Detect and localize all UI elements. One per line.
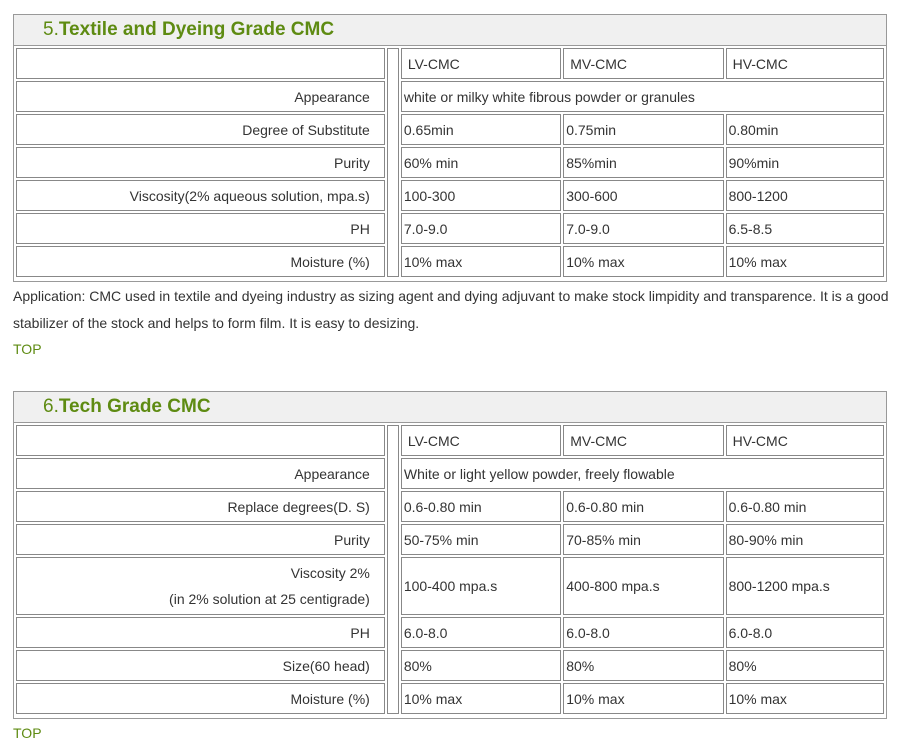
spacer-cell (387, 425, 399, 714)
cell-value: 85%min (563, 147, 723, 178)
cell-value: 0.65min (401, 114, 561, 145)
spec-table (14, 46, 886, 279)
header-empty-cell (16, 425, 385, 456)
row-label: Size(60 head) (16, 650, 385, 681)
cell-value: 80% (401, 650, 561, 681)
cell-value: 7.0-9.0 (401, 213, 561, 244)
cell-value: 100-300 (401, 180, 561, 211)
cell-value: 800-1200 (726, 180, 884, 211)
row-label: Viscosity(2% aqueous solution, mpa.s) (16, 180, 385, 211)
top-link[interactable]: TOP (13, 725, 42, 741)
appearance-value: white or milky white fibrous powder or granules (401, 81, 884, 112)
table-row (16, 491, 884, 522)
top-link[interactable]: TOP (13, 341, 42, 357)
cell-value: 0.80min (726, 114, 884, 145)
spacer-cell (387, 48, 399, 277)
section-textile-dyeing (13, 14, 887, 282)
table-row (16, 147, 884, 178)
cell-value: 10% max (563, 246, 723, 277)
cell-value: 100-400 mpa.s (401, 557, 561, 615)
cell-value: 7.0-9.0 (563, 213, 723, 244)
cell-value: 0.6-0.80 min (401, 491, 561, 522)
cell-value: 6.0-8.0 (401, 617, 561, 648)
section-header (14, 392, 886, 423)
row-label (16, 557, 385, 615)
table-row (16, 180, 884, 211)
section-number: 6. (43, 396, 59, 417)
cell-value: 10% max (726, 683, 884, 714)
cell-value: 6.5-8.5 (726, 213, 884, 244)
row-label: Purity (16, 147, 385, 178)
section-title: Tech Grade CMC (58, 396, 211, 417)
table-row (16, 213, 884, 244)
section-tech-grade (13, 391, 887, 719)
cell-value: 6.0-8.0 (563, 617, 723, 648)
appearance-value: White or light yellow powder, freely flowable (401, 458, 884, 489)
table-row (16, 650, 884, 681)
cell-value: 10% max (726, 246, 884, 277)
column-header: HV-CMC (726, 425, 884, 456)
cell-value: 50-75% min (401, 524, 561, 555)
cell-value: 0.75min (563, 114, 723, 145)
section-number: 5. (43, 19, 59, 40)
section-title: Textile and Dyeing Grade CMC (58, 19, 335, 40)
row-label-line: Viscosity 2% (290, 565, 370, 581)
table-row (16, 114, 884, 145)
row-label-subline: (in 2% solution at 25 centigrade) (169, 591, 370, 607)
cell-value: 10% max (401, 246, 561, 277)
table-header-row (16, 425, 884, 456)
row-label: Degree of Substitute (16, 114, 385, 145)
row-label: Moisture (%) (16, 683, 385, 714)
column-header: LV-CMC (401, 48, 561, 79)
row-label: PH (16, 617, 385, 648)
header-empty-cell (16, 48, 385, 79)
table-row (16, 458, 884, 489)
cell-value: 70-85% min (563, 524, 723, 555)
cell-value: 80% (563, 650, 723, 681)
cell-value: 400-800 mpa.s (563, 557, 723, 615)
cell-value: 0.6-0.80 min (726, 491, 884, 522)
cell-value: 300-600 (563, 180, 723, 211)
row-label: Appearance (16, 458, 385, 489)
table-row (16, 246, 884, 277)
table-row (16, 617, 884, 648)
row-label: Appearance (16, 81, 385, 112)
table-row (16, 81, 884, 112)
cell-value: 6.0-8.0 (726, 617, 884, 648)
column-header: MV-CMC (563, 425, 723, 456)
cell-value: 80% (726, 650, 884, 681)
section-header (14, 15, 886, 46)
column-header: HV-CMC (726, 48, 884, 79)
spec-table (14, 423, 886, 716)
application-text: Application: CMC used in textile and dyeing industry as sizing agent and dying adjuvant to make stock limpidity and transparence. It is a good stabilizer of the stock and helps to form film. It is easy to desizing. (13, 288, 889, 331)
row-label: PH (16, 213, 385, 244)
cell-value: 10% max (401, 683, 561, 714)
table-row (16, 683, 884, 714)
cell-value: 800-1200 mpa.s (726, 557, 884, 615)
cell-value: 90%min (726, 147, 884, 178)
column-header: LV-CMC (401, 425, 561, 456)
row-label: Moisture (%) (16, 246, 385, 277)
column-header: MV-CMC (563, 48, 723, 79)
cell-value: 60% min (401, 147, 561, 178)
cell-value: 80-90% min (726, 524, 884, 555)
table-header-row (16, 48, 884, 79)
table-row (16, 557, 884, 615)
table-row (16, 524, 884, 555)
row-label: Purity (16, 524, 385, 555)
cell-value: 0.6-0.80 min (563, 491, 723, 522)
cell-value: 10% max (563, 683, 723, 714)
row-label: Replace degrees(D. S) (16, 491, 385, 522)
